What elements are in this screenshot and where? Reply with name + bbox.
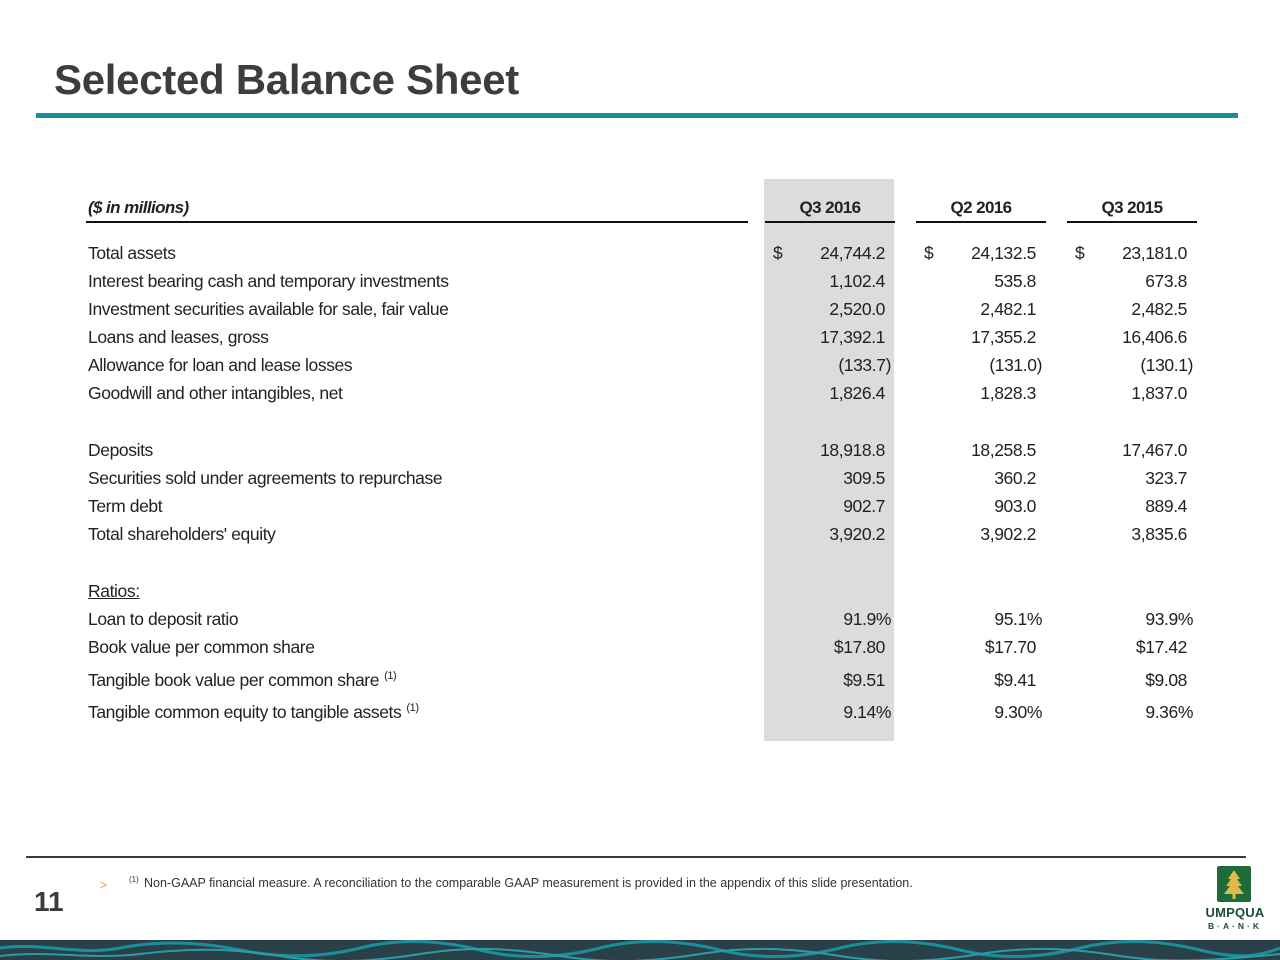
table-row bbox=[88, 702, 1198, 728]
table-row bbox=[88, 327, 1198, 353]
footnote-text: Non-GAAP financial measure. A reconciliation to the comparable GAAP measurement is provided in the appendix of this slide presentation. bbox=[144, 876, 913, 890]
cell-value: 95.1% bbox=[994, 609, 1042, 629]
cell-value: 323.7 bbox=[1145, 468, 1187, 488]
cell-value: 24,132.5 bbox=[971, 243, 1036, 263]
umpqua-bank-logo bbox=[1200, 866, 1270, 932]
column-header-q3-2015: Q3 2015 bbox=[1101, 198, 1163, 217]
footer-divider bbox=[26, 856, 1246, 858]
table-row bbox=[88, 496, 1198, 522]
cell-value: 93.9% bbox=[1145, 609, 1193, 629]
currency-symbol: $ bbox=[773, 243, 783, 263]
row-label-text: Ratios: bbox=[88, 581, 140, 601]
cell-value: 2,520.0 bbox=[829, 299, 885, 319]
currency-symbol: $ bbox=[1075, 243, 1085, 263]
row-label-text: Interest bearing cash and temporary investments bbox=[88, 271, 449, 291]
row-label bbox=[88, 327, 269, 348]
row-label-text: Total shareholders' equity bbox=[88, 524, 276, 544]
header-underline bbox=[86, 221, 748, 223]
row-label bbox=[88, 637, 315, 658]
footnote-marker: (1) bbox=[129, 875, 139, 884]
row-label bbox=[88, 440, 153, 461]
cell-value: 91.9% bbox=[843, 609, 891, 629]
cell-value: 2,482.1 bbox=[980, 299, 1036, 319]
header-underline bbox=[1067, 221, 1197, 223]
table-row bbox=[88, 383, 1198, 409]
table-row bbox=[88, 637, 1198, 663]
cell-value: 1,102.4 bbox=[829, 271, 885, 291]
table-row bbox=[88, 468, 1198, 494]
units-label: ($ in millions) bbox=[88, 198, 189, 217]
table-row bbox=[88, 670, 1198, 696]
row-label bbox=[88, 609, 238, 630]
cell-value: 3,920.2 bbox=[829, 524, 885, 544]
row-label bbox=[88, 468, 442, 489]
page-number: 11 bbox=[34, 886, 64, 917]
header-underline bbox=[765, 221, 895, 223]
logo-name: UMPQUA bbox=[1205, 905, 1265, 920]
cell-value: 9.36% bbox=[1145, 702, 1193, 722]
row-label-text: Allowance for loan and lease losses bbox=[88, 355, 353, 375]
cell-value: 1,837.0 bbox=[1131, 383, 1187, 403]
decorative-footer-band bbox=[0, 940, 1280, 960]
row-label-text: Book value per common share bbox=[88, 637, 315, 657]
row-label-text: Tangible book value per common share bbox=[88, 670, 380, 690]
row-label bbox=[88, 271, 449, 292]
table-row bbox=[88, 243, 1198, 269]
cell-value: $17.80 bbox=[833, 637, 885, 657]
row-label-text: Tangible common equity to tangible assets bbox=[88, 702, 402, 722]
row-label-text: Goodwill and other intangibles, net bbox=[88, 383, 343, 403]
cell-value: 23,181.0 bbox=[1122, 243, 1187, 263]
cell-value: (133.7) bbox=[838, 355, 891, 375]
cell-value: $9.51 bbox=[843, 670, 885, 690]
cell-value: (131.0) bbox=[989, 355, 1042, 375]
table-row bbox=[88, 581, 1198, 607]
row-label-text: Deposits bbox=[88, 440, 153, 460]
cell-value: 903.0 bbox=[994, 496, 1036, 516]
table-row bbox=[88, 271, 1198, 297]
column-header-q3-2016: Q3 2016 bbox=[799, 198, 861, 217]
header-underline bbox=[916, 221, 1046, 223]
column-header-q2-2016: Q2 2016 bbox=[950, 198, 1012, 217]
cell-value: 24,744.2 bbox=[820, 243, 885, 263]
row-label-text: Term debt bbox=[88, 496, 163, 516]
row-label-text: Loan to deposit ratio bbox=[88, 609, 239, 629]
cell-value: 17,355.2 bbox=[971, 327, 1036, 347]
row-label bbox=[88, 524, 276, 545]
footnote-reference: (1) bbox=[406, 702, 419, 714]
page-title: Selected Balance Sheet bbox=[54, 56, 519, 103]
row-label bbox=[88, 670, 396, 691]
cell-value: 889.4 bbox=[1145, 496, 1187, 516]
row-label bbox=[88, 243, 176, 264]
cell-value: 18,918.8 bbox=[820, 440, 885, 460]
table-row bbox=[88, 299, 1198, 325]
cell-value: 2,482.5 bbox=[1131, 299, 1187, 319]
tree-logo-icon bbox=[1217, 866, 1251, 902]
cell-value: 3,902.2 bbox=[980, 524, 1036, 544]
table-row bbox=[88, 440, 1198, 466]
logo-subtitle: B·A·N·K bbox=[1207, 921, 1263, 931]
table-row bbox=[88, 609, 1198, 635]
cell-value: 9.14% bbox=[843, 702, 891, 722]
footnote-reference: (1) bbox=[384, 670, 397, 682]
cell-value: 360.2 bbox=[994, 468, 1036, 488]
row-label bbox=[88, 702, 419, 723]
row-label bbox=[88, 299, 449, 320]
row-label-text: Investment securities available for sale, fair value bbox=[88, 299, 449, 319]
cell-value: 535.8 bbox=[994, 271, 1036, 291]
cell-value: 9.30% bbox=[994, 702, 1042, 722]
cell-value: 309.5 bbox=[843, 468, 885, 488]
cell-value: 902.7 bbox=[843, 496, 885, 516]
row-label bbox=[88, 383, 343, 404]
cell-value: $17.70 bbox=[984, 637, 1036, 657]
table-row bbox=[88, 355, 1198, 381]
cell-value: 17,392.1 bbox=[820, 327, 885, 347]
cell-value: 16,406.6 bbox=[1122, 327, 1187, 347]
table-row bbox=[88, 524, 1198, 550]
cell-value: 1,828.3 bbox=[980, 383, 1036, 403]
cell-value: 3,835.6 bbox=[1131, 524, 1187, 544]
cell-value: (130.1) bbox=[1140, 355, 1193, 375]
row-label-text: Securities sold under agreements to repurchase bbox=[88, 468, 443, 488]
cell-value: $9.41 bbox=[994, 670, 1036, 690]
row-label-text: Loans and leases, gross bbox=[88, 327, 269, 347]
row-label bbox=[88, 355, 352, 376]
currency-symbol: $ bbox=[924, 243, 934, 263]
row-label bbox=[88, 581, 140, 602]
row-label-text: Total assets bbox=[88, 243, 176, 263]
title-divider bbox=[36, 113, 1238, 118]
cell-value: 17,467.0 bbox=[1122, 440, 1187, 460]
row-label bbox=[88, 496, 162, 517]
cell-value: $9.08 bbox=[1145, 670, 1187, 690]
cell-value: 1,826.4 bbox=[829, 383, 885, 403]
cell-value: 673.8 bbox=[1145, 271, 1187, 291]
footnote-arrow-icon: > bbox=[100, 878, 108, 892]
cell-value: 18,258.5 bbox=[971, 440, 1036, 460]
cell-value: $17.42 bbox=[1135, 637, 1187, 657]
